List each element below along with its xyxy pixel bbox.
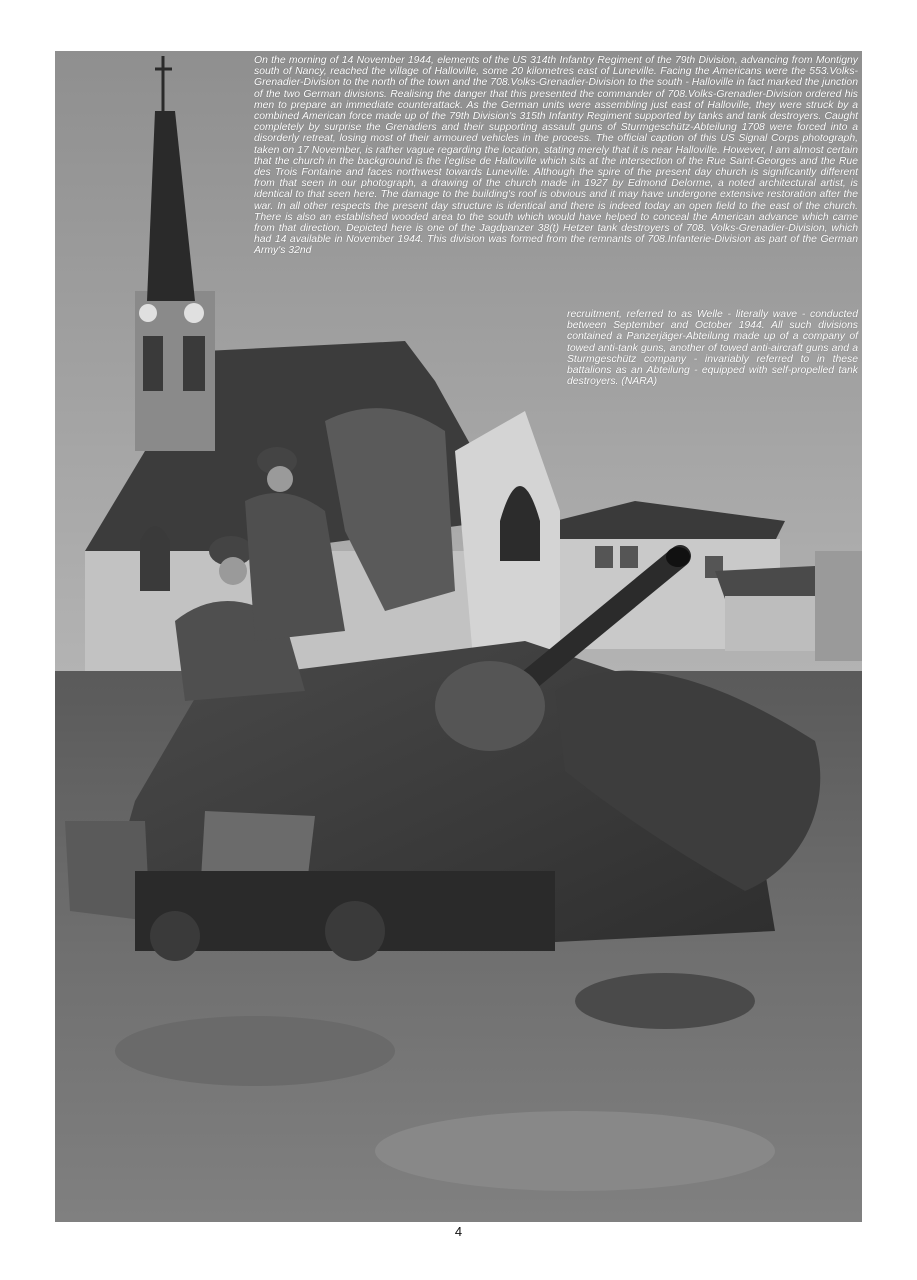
photo-caption-continued: recruitment, referred to as Welle - literally wave - conducted between September and October 1944. All such divisions contained a Panzerjäger-Abteilung made up of a company of towed anti-tank guns, another of towed anti-aircraft guns and a Sturmgeschütz company - invariably referred to in these battalions as an Abteilung - equipped with self-propelled tank destroyers. (NARA) — [567, 309, 858, 388]
war-photograph — [55, 51, 862, 1222]
page-number: 4 — [454, 1224, 463, 1239]
photo-caption-main: On the morning of 14 November 1944, elements of the US 314th Infantry Regiment of the 79th Division, advancing from Montigny south of Nancy, reached the village of Halloville, some 20 kilometres east of Luneville. Facing the Americans were the 553.Volks-Grenadier-Division to the north of the town and the 708.Volks-Grenadier-Division to the south - Halloville in fact marked the junction of the two German divisions. Realising the danger that this presented the commander of 708.Volks-Grenadier-Division ordered his men to prepare an immediate counterattack. As the German units were assembling just east of Halloville, they were struck by a combined American force made up of the 79th Division's 315th Infantry Regiment supported by tanks and tank destroyers. Caught completely by surprise the Grenadiers and their supporting assault guns of Sturmgeschütz-Abteilung 1708 were forced into a disorderly retreat, losing most of their armoured vehicles in the process. The official caption of this US Signal Corps photograph, taken on 17 November, is rather vague regarding the location, stating merely that it is near Halloville. However, I am almost certain that the church in the background is the l'eglise de Halloville which sits at the intersection of the Rue Saint-Georges and the Rue des Trois Fontaine and faces northwest towards Luneville. Although the spire of the present day church is significantly different from that seen in our photograph, a drawing of the church made in 1927 by Edmond Delorme, a noted architectural artist, is identical to that seen here. The damage to the building's roof is obvious and it may have undergone extensive restoration after the war. In all other respects the present day structure is identical and there is indeed today an open field to the east of the church. There is also an established wooded area to the south which would have helped to conceal the American advance which came from that direction. Depicted here is one of the Jagdpanzer 38(t) Hetzer tank destroyers of 708. Volks-Grenadier-Division, which had 14 available in November 1944. This division was formed from the remnants of 708.Infanterie-Division as part of the German Army's 32nd — [254, 55, 858, 257]
gun-mantlet — [435, 661, 545, 751]
tower-clock-right — [184, 303, 204, 323]
tower-clock-left — [139, 304, 157, 322]
